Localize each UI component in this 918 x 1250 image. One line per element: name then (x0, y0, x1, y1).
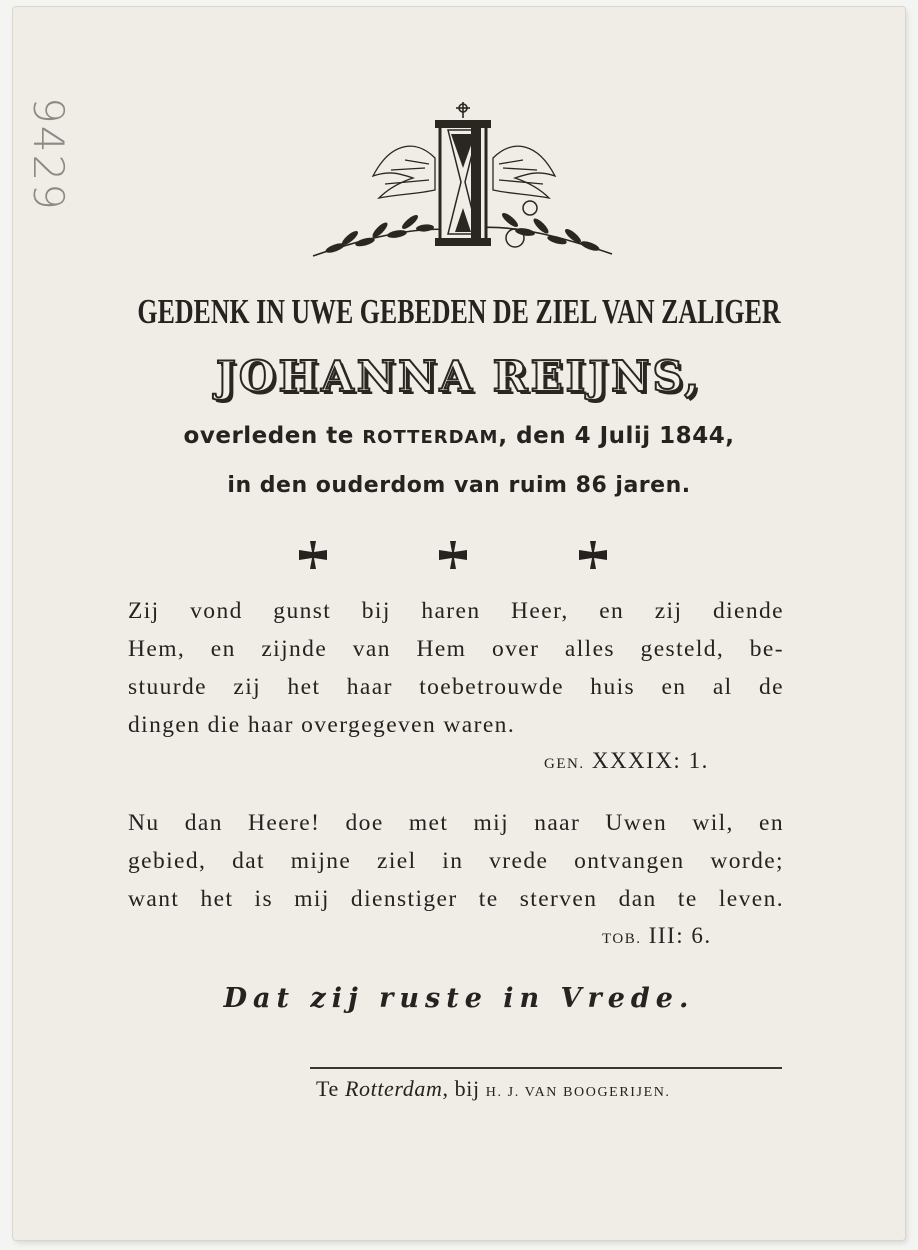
ref-chapter: III: 6. (641, 923, 712, 948)
death-line (0, 423, 918, 449)
printer-imprint (316, 1076, 671, 1102)
verse-line: Zij vond gunst bij haren Heer, en zij diende (128, 598, 784, 624)
deceased-name: JOHANNA REIJNS, (216, 352, 702, 401)
verse-tobit (128, 804, 784, 918)
divider (310, 1067, 782, 1069)
verse-line: Hem, en zijnde van Hem over alles gesteld, be- (128, 636, 784, 662)
cross-pattee-icon (435, 537, 471, 573)
death-prefix: overleden te (183, 423, 363, 449)
verse-line: Nu dan Heere! doe met mij naar Uwen wil, en (128, 810, 784, 836)
verse-line: dingen die haar overgegeven waren. (128, 712, 516, 738)
ref-chapter: XXXIX: 1. (584, 748, 709, 773)
hourglass-emblem-icon (305, 98, 620, 266)
verse-line: gebied, dat mijne ziel in vrede ontvangen worde; (128, 848, 784, 874)
death-city: ROTTERDAM (362, 427, 499, 448)
verse-line: stuurde zij het haar toebetrouwde huis en al de (128, 674, 784, 700)
printer-city: Rotterdam (344, 1076, 443, 1101)
age-line: in den ouderdom van ruim 86 jaren. (227, 473, 691, 498)
verse-line: want het is mij dienstiger te sterven dan te leven. (128, 886, 784, 912)
cross-pattee-icon (575, 537, 611, 573)
cross-pattee-icon (295, 537, 331, 573)
printer-prefix: Te (316, 1076, 345, 1101)
ref-book: TOB. (602, 931, 642, 947)
verse-reference-tobit (602, 923, 712, 949)
ref-book: GEN. (544, 756, 585, 772)
printer-middle: , bij (442, 1076, 486, 1101)
verse-reference-genesis (544, 748, 709, 774)
closing-blessing: Dat zij ruste in Vrede. (223, 983, 695, 1014)
verse-genesis (128, 592, 784, 744)
cross-ornaments (0, 537, 918, 577)
inventory-number: 9429 (24, 97, 73, 212)
death-suffix: , den 4 Julij 1844, (498, 423, 735, 449)
heading: GEDENK IN UWE GEBEDEN DE ZIEL VAN ZALIGER (137, 292, 781, 331)
printer-name: H. J. VAN BOOGERIJEN. (485, 1085, 671, 1100)
